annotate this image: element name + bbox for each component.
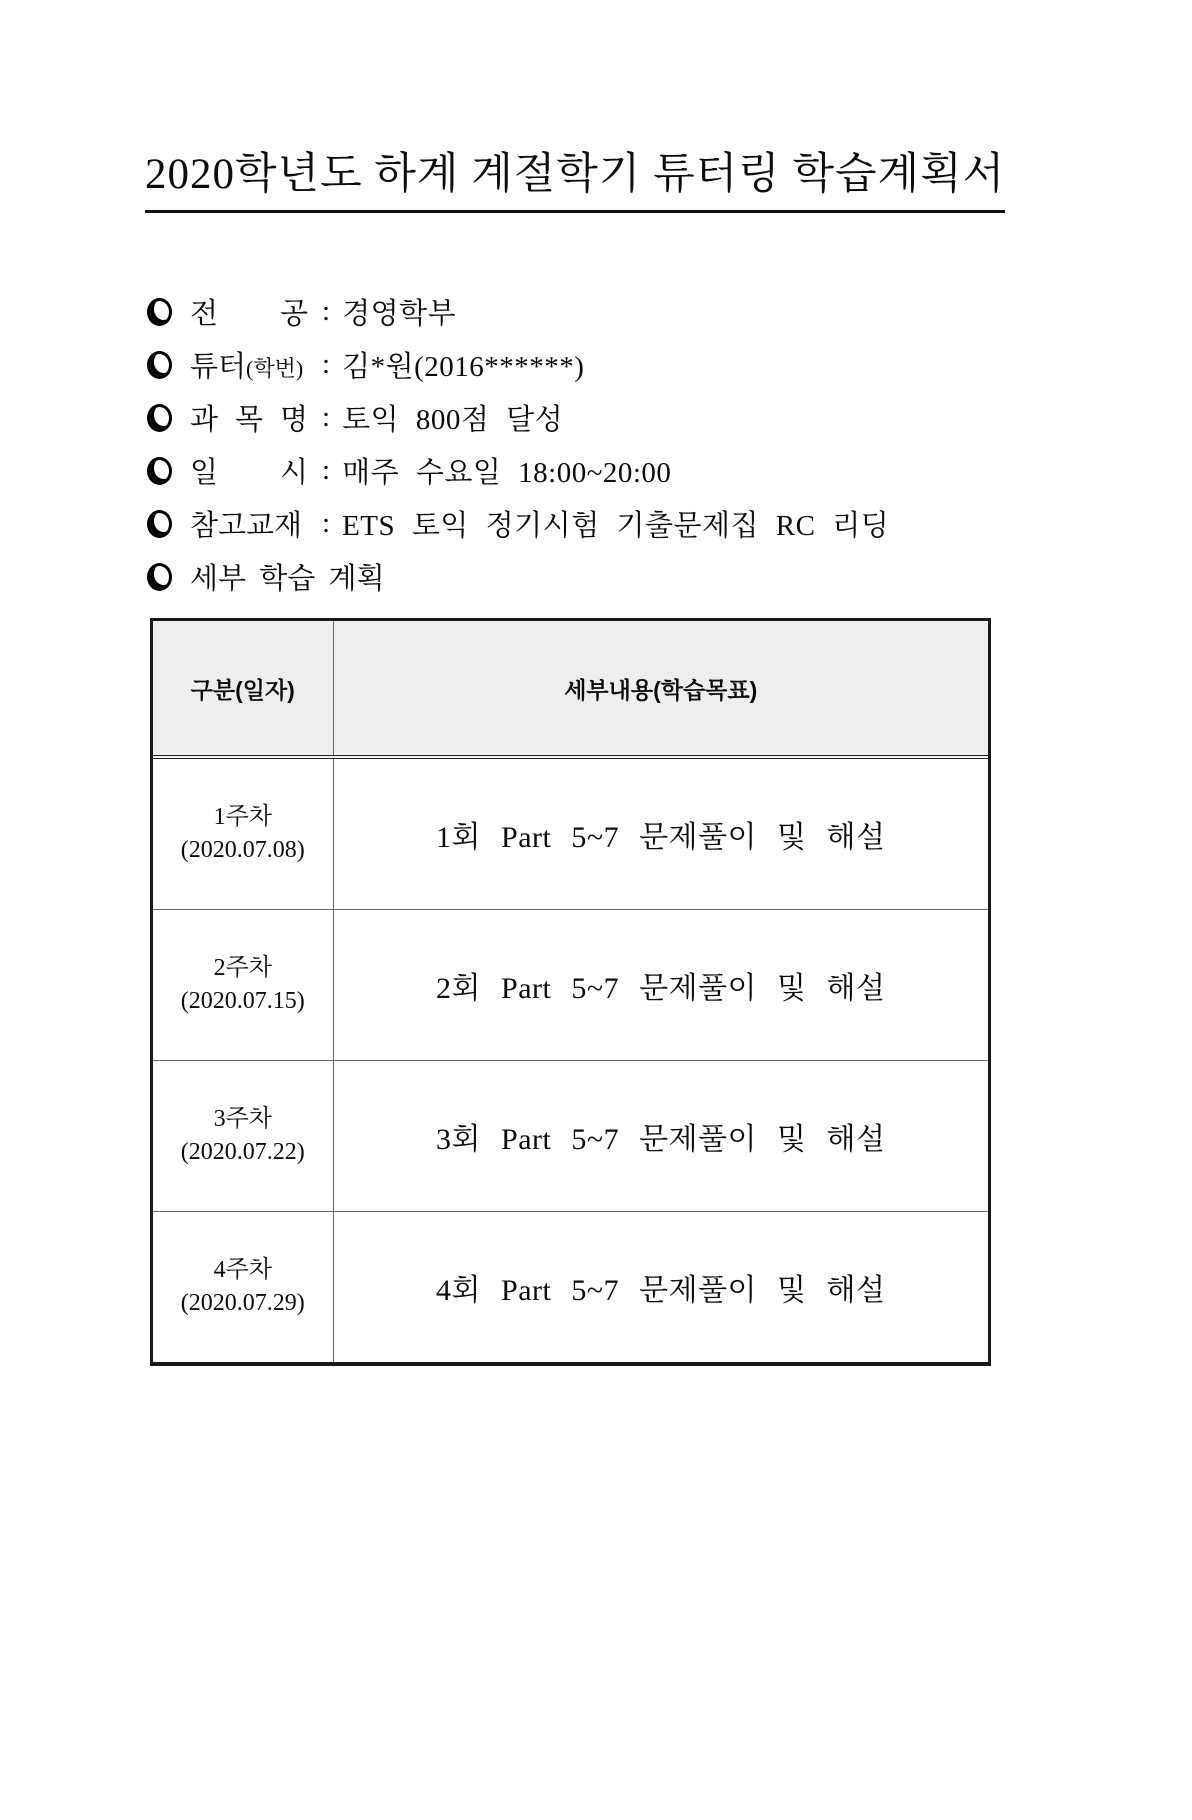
info-separator: :: [322, 507, 331, 539]
page: [145, 140, 1006, 1366]
info-label: 일 시: [190, 457, 308, 489]
lesson-content: 4회 Part 5~7 문제풀이 및 해설: [436, 1274, 886, 1307]
info-value: 경영학부: [342, 298, 457, 330]
week-cell: [153, 1212, 333, 1363]
info-list: [145, 285, 997, 603]
info-label: 튜터(학번): [190, 351, 304, 383]
week-cell: [153, 1061, 333, 1212]
info-value: ETS 토익 정기시험 기출문제집 RC 리딩: [342, 510, 890, 542]
week-date: (2020.07.15): [180, 988, 305, 1014]
info-label: 참고교재: [190, 510, 303, 542]
info-separator: :: [322, 454, 331, 486]
table-row-week1: [153, 757, 988, 910]
content-cell: [333, 757, 988, 910]
info-item-schedule-time: [145, 444, 997, 497]
info-separator: :: [322, 295, 331, 327]
circle-bullet-icon: [147, 563, 172, 591]
info-separator: :: [322, 348, 331, 380]
schedule-table-wrap: [150, 618, 991, 1366]
info-item-textbook: [145, 497, 997, 550]
week-date: (2020.07.29): [180, 1290, 305, 1316]
circle-bullet-icon: [147, 351, 172, 379]
lesson-content: 2회 Part 5~7 문제풀이 및 해설: [436, 972, 886, 1005]
info-label-sub: (학번): [246, 356, 304, 381]
week-label: 4주차: [213, 1256, 272, 1283]
info-value: 매주 수요일 18:00~20:00: [342, 457, 672, 489]
info-label: 과 목 명: [190, 404, 308, 436]
content-cell: [333, 1212, 988, 1363]
table-row-week2: [153, 910, 988, 1061]
info-label: 전 공: [190, 298, 308, 330]
document-title: 2020학년도 하계 계절학기 튜터링 학습계획서: [145, 140, 1005, 213]
lesson-content: 1회 Part 5~7 문제풀이 및 해설: [436, 821, 886, 854]
title-block: [145, 140, 1006, 213]
info-item-major: [145, 285, 997, 338]
header-cell-details: 세부내용(학습목표): [333, 621, 988, 757]
week-date: (2020.07.08): [180, 837, 305, 863]
table-header-row: [153, 621, 988, 757]
info-value: 김*원(2016******): [342, 351, 585, 383]
info-item-tutor: [145, 338, 997, 391]
info-separator: :: [322, 401, 331, 433]
week-cell: [153, 910, 333, 1061]
circle-bullet-icon: [147, 457, 172, 485]
lesson-content: 3회 Part 5~7 문제풀이 및 해설: [436, 1123, 886, 1156]
header-cell-category: 구분(일자): [153, 621, 333, 757]
info-label: 세부 학습 계획: [190, 563, 385, 595]
circle-bullet-icon: [147, 298, 172, 326]
table-row-week3: [153, 1061, 988, 1212]
content-cell: [333, 910, 988, 1061]
content-cell: [333, 1061, 988, 1212]
table-row-week4: [153, 1212, 988, 1363]
schedule-table: [153, 621, 988, 1362]
info-item-subject: [145, 391, 997, 444]
circle-bullet-icon: [147, 404, 172, 432]
circle-bullet-icon: [147, 510, 172, 538]
week-label: 3주차: [213, 1105, 272, 1132]
week-label: 1주차: [213, 803, 272, 830]
info-value: 토익 800점 달성: [342, 404, 564, 436]
info-item-detail-plan: [145, 550, 997, 603]
week-date: (2020.07.22): [180, 1139, 305, 1165]
week-cell: [153, 757, 333, 910]
week-label: 2주차: [213, 954, 272, 981]
